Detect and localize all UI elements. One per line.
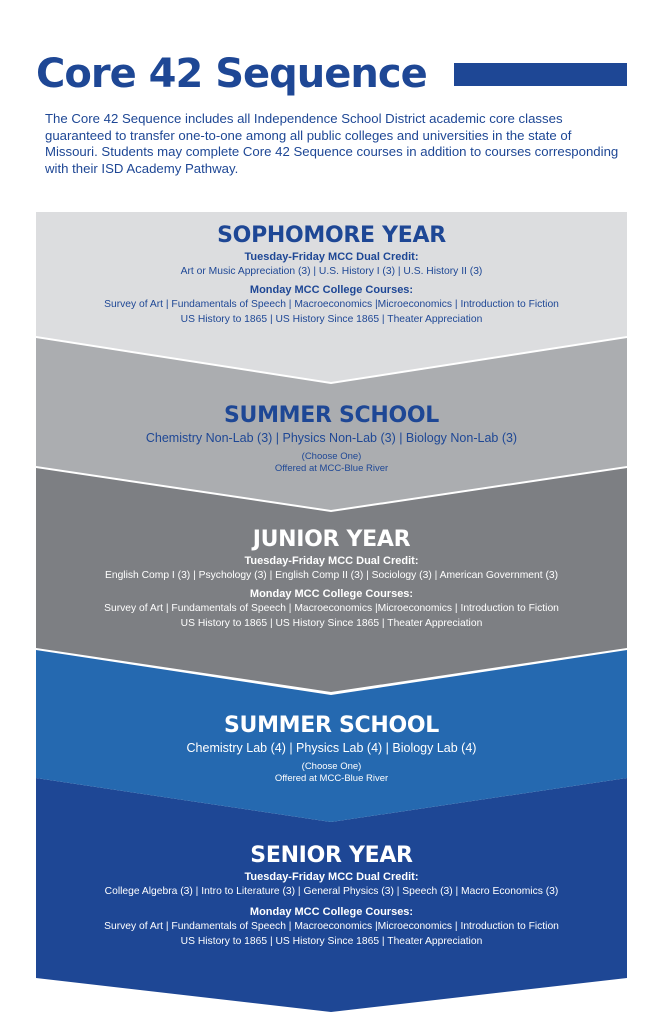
- senior-monday-line2: US History to 1865 | US History Since 1865 | Theater Appreciation: [180, 936, 483, 947]
- junior-heading: JUNIOR YEAR: [252, 527, 411, 552]
- summer-2-note: (Choose One): [301, 761, 362, 772]
- senior-monday-line1: Survey of Art | Fundamentals of Speech | Macroeconomics |Microeconomics | Introduction to Fiction: [104, 921, 559, 932]
- junior-dual-label: Tuesday-Friday MCC Dual Credit:: [244, 555, 419, 567]
- page-title: Core 42 Sequence: [36, 51, 427, 97]
- sophomore-monday-label: Monday MCC College Courses:: [249, 284, 414, 296]
- summer-1-location: Offered at MCC-Blue River: [274, 463, 389, 474]
- section-senior: [36, 842, 627, 949]
- summer-1-note: (Choose One): [301, 451, 362, 462]
- sophomore-heading: SOPHOMORE YEAR: [217, 223, 446, 248]
- section-sophomore: [36, 222, 627, 327]
- junior-monday-line2: US History to 1865 | US History Since 1865 | Theater Appreciation: [180, 618, 483, 629]
- summer-1-courses: Chemistry Non-Lab (3) | Physics Non-Lab (3) | Biology Non-Lab (3): [145, 431, 518, 445]
- sophomore-monday-line1: Survey of Art | Fundamentals of Speech | Macroeconomics |Microeconomics | Introduction to Fiction: [104, 299, 559, 310]
- sophomore-monday-line2: US History to 1865 | US History Since 1865 | Theater Appreciation: [180, 314, 483, 325]
- section-summer-2: [36, 712, 627, 785]
- sophomore-dual-courses: Art or Music Appreciation (3) | U.S. History I (3) | U.S. History II (3): [180, 266, 483, 277]
- senior-dual-courses: College Algebra (3) | Intro to Literature (3) | General Physics (3) | Speech (3) | Macro Economics (3): [104, 886, 559, 897]
- senior-dual-label: Tuesday-Friday MCC Dual Credit:: [244, 871, 419, 883]
- summer-2-courses: Chemistry Lab (4) | Physics Lab (4) | Biology Lab (4): [186, 741, 477, 755]
- senior-heading: SENIOR YEAR: [250, 843, 413, 868]
- senior-monday-label: Monday MCC College Courses:: [249, 906, 414, 918]
- sophomore-dual-label: Tuesday-Friday MCC Dual Credit:: [244, 251, 419, 263]
- junior-dual-courses: English Comp I (3) | Psychology (3) | English Comp II (3) | Sociology (3) | American Government (3): [104, 570, 559, 581]
- summer-2-heading: SUMMER SCHOOL: [223, 713, 440, 738]
- section-junior: [36, 526, 627, 631]
- summer-1-heading: SUMMER SCHOOL: [223, 403, 440, 428]
- intro-paragraph: The Core 42 Sequence includes all Independence School District academic core classes guaranteed to transfer one-to-one among all public colleges and universities in the state of Missouri. Students may complete Core 42 Sequence courses in addition to courses corresponding with their ISD Academy Pathway.: [45, 111, 619, 176]
- summer-2-location: Offered at MCC-Blue River: [274, 773, 389, 784]
- junior-monday-label: Monday MCC College Courses:: [249, 588, 414, 600]
- section-summer-1: [36, 402, 627, 475]
- junior-monday-line1: Survey of Art | Fundamentals of Speech | Macroeconomics |Microeconomics | Introduction to Fiction: [104, 603, 559, 614]
